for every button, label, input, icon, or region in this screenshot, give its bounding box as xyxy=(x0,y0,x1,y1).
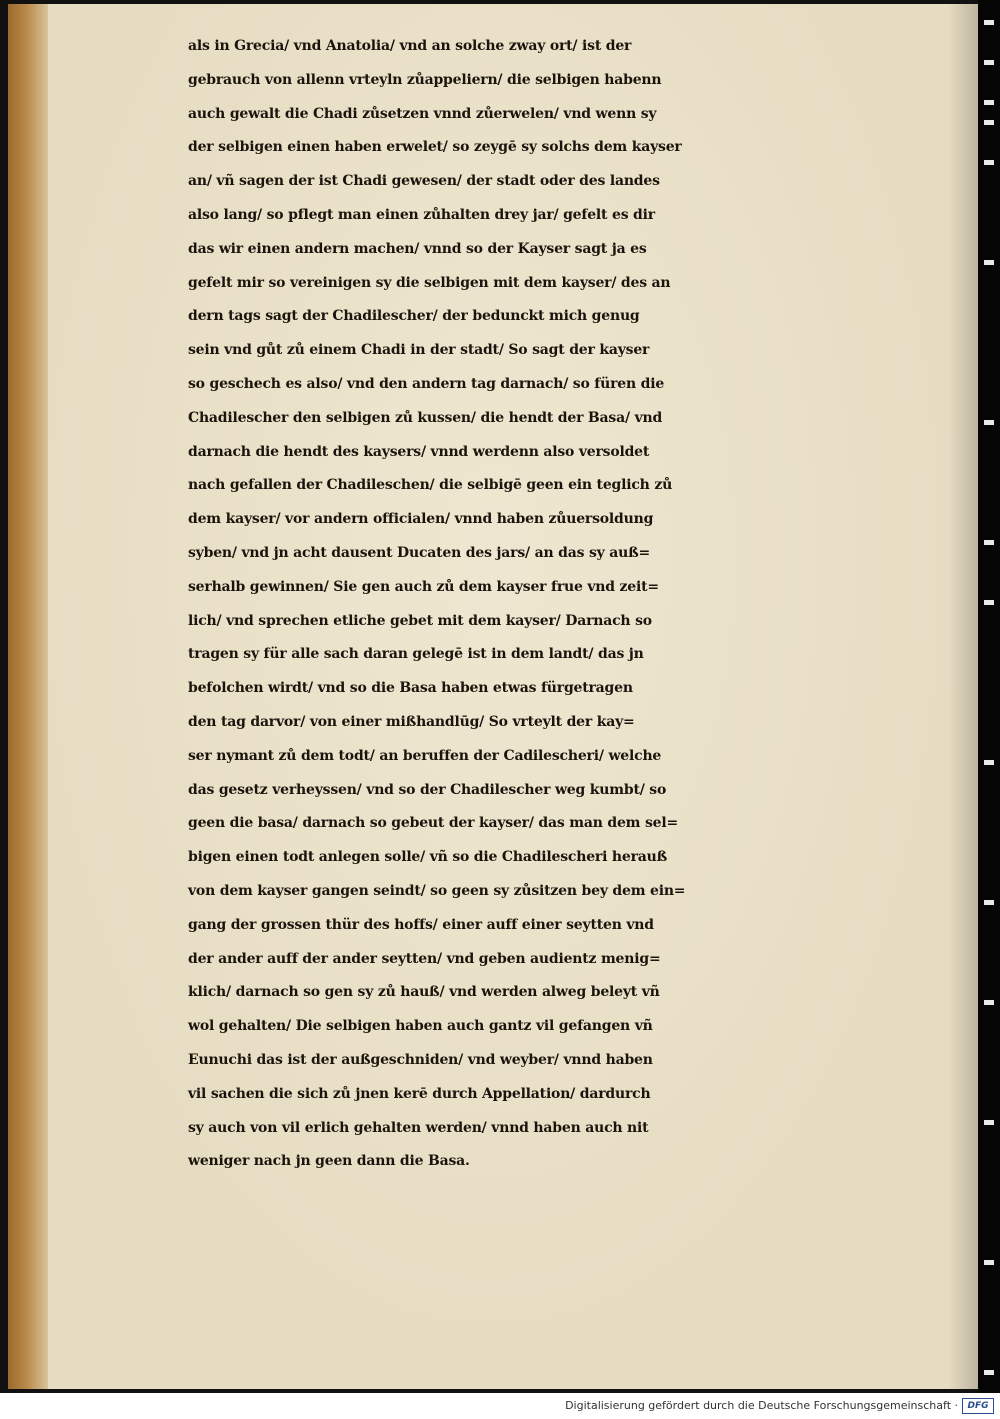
text-line: als in Grecia/ vnd Anatolia/ vnd an solche zway ort/ ist der xyxy=(188,38,632,54)
text-line: an/ vñ sagen der ist Chadi gewesen/ der stadt oder des landes xyxy=(188,173,660,190)
text-line: bigen einen todt anlegen solle/ vñ so die Chadilescheri herauß xyxy=(188,849,668,866)
text-line: Chadilescher den selbigen zů kussen/ die hendt der Basa/ vnd xyxy=(188,409,663,426)
footer-credit: Digitalisierung gefördert durch die Deutsche Forschungsgemeinschaft · xyxy=(565,1399,958,1412)
ruler-mark xyxy=(984,1260,994,1265)
text-line: der selbigen einen haben erwelet/ so zeygē sy solchs dem kayser xyxy=(188,139,682,156)
ruler-mark xyxy=(984,540,994,545)
text-line: ser nymant zů dem todt/ an beruffen der Cadilescheri/ welche xyxy=(188,747,662,764)
ruler-mark xyxy=(984,260,994,265)
text-line: serhalb gewinnen/ Sie gen auch zů dem kayser frue vnd zeit= xyxy=(188,578,659,595)
text-line: so geschech es also/ vnd den andern tag darnach/ so füren die xyxy=(188,375,665,392)
text-line: das wir einen andern machen/ vnnd so der Kayser sagt ja es xyxy=(188,240,647,257)
text-line: darnach die hendt des kaysers/ vnnd werdenn also versoldet xyxy=(188,443,650,460)
text-line: lich/ vnd sprechen etliche gebet mit dem kayser/ Darnach so xyxy=(188,612,652,629)
ruler-mark xyxy=(984,1120,994,1125)
text-line: sy auch von vil erlich gehalten werden/ vnnd haben auch nit xyxy=(188,1119,649,1136)
text-line: sein vnd gůt zů einem Chadi in der stadt/ So sagt der kayser xyxy=(188,342,650,359)
text-line: von dem kayser gangen seindt/ so geen sy zůsitzen bey dem ein= xyxy=(188,882,686,899)
ruler-mark xyxy=(984,160,994,165)
text-line: dem kayser/ vor andern officialen/ vnnd haben zůuersoldung xyxy=(188,511,654,528)
text-line: befolchen wirdt/ vnd so die Basa haben etwas fürgetragen xyxy=(188,680,633,697)
text-line: den tag darvor/ von einer mißhandlūg/ So vrteylt der kay= xyxy=(188,713,635,730)
book-page xyxy=(8,4,978,1389)
text-line: geen die basa/ darnach so gebeut der kayser/ das man dem sel= xyxy=(188,815,678,832)
ruler-mark xyxy=(984,1370,994,1375)
ruler-mark xyxy=(984,1000,994,1005)
page-fore-edge xyxy=(8,4,48,1389)
text-line: tragen sy für alle sach daran gelegē ist in dem landt/ das jn xyxy=(188,646,644,663)
text-line: wol gehalten/ Die selbigen haben auch gantz vil gefangen vñ xyxy=(188,1018,653,1035)
text-line: also lang/ so pflegt man einen zůhalten drey jar/ gefelt es dir xyxy=(188,206,655,223)
dfg-logo: DFG xyxy=(962,1398,994,1414)
ruler-mark xyxy=(984,900,994,905)
text-line: gefelt mir so vereinigen sy die selbigen mit dem kayser/ des an xyxy=(188,274,671,291)
ruler-mark xyxy=(984,100,994,105)
ruler-mark xyxy=(984,20,994,25)
text-line: nach gefallen der Chadileschen/ die selbigē geen ein teglich zů xyxy=(188,477,673,494)
ruler-mark xyxy=(984,60,994,65)
text-line: vil sachen die sich zů jnen kerē durch Appellation/ dardurch xyxy=(188,1085,651,1102)
ruler-mark xyxy=(984,600,994,605)
text-line: auch gewalt die Chadi zůsetzen vnnd zůerwelen/ vnd wenn sy xyxy=(188,105,657,122)
text-line: das gesetz verheyssen/ vnd so der Chadilescher weg kumbt/ so xyxy=(188,781,667,798)
text-line: syben/ vnd jn acht dausent Ducaten des jars/ an das sy auß= xyxy=(188,544,651,561)
ruler-mark xyxy=(984,420,994,425)
text-line: der ander auff der ander seytten/ vnd geben audientz menig= xyxy=(188,950,661,967)
text-line: dern tags sagt der Chadilescher/ der bedunckt mich genug xyxy=(188,308,640,325)
footer-bar xyxy=(0,1393,1000,1419)
text-line: gebrauch von allenn vrteyln zůappeliern/ die selbigen habenn xyxy=(188,71,662,88)
text-line: klich/ darnach so gen sy zů hauß/ vnd werden alweg beleyt vñ xyxy=(188,984,660,1001)
scan-ruler xyxy=(978,0,1000,1393)
blackletter-text-block xyxy=(188,30,978,1179)
text-line: Eunuchi das ist der außgeschniden/ vnd weyber/ vnnd haben xyxy=(188,1051,653,1068)
ruler-mark xyxy=(984,760,994,765)
ruler-mark xyxy=(984,120,994,125)
text-line: weniger nach jn geen dann die Basa. xyxy=(188,1153,470,1170)
text-line: gang der grossen thür des hoffs/ einer auff einer seytten vnd xyxy=(188,916,654,933)
